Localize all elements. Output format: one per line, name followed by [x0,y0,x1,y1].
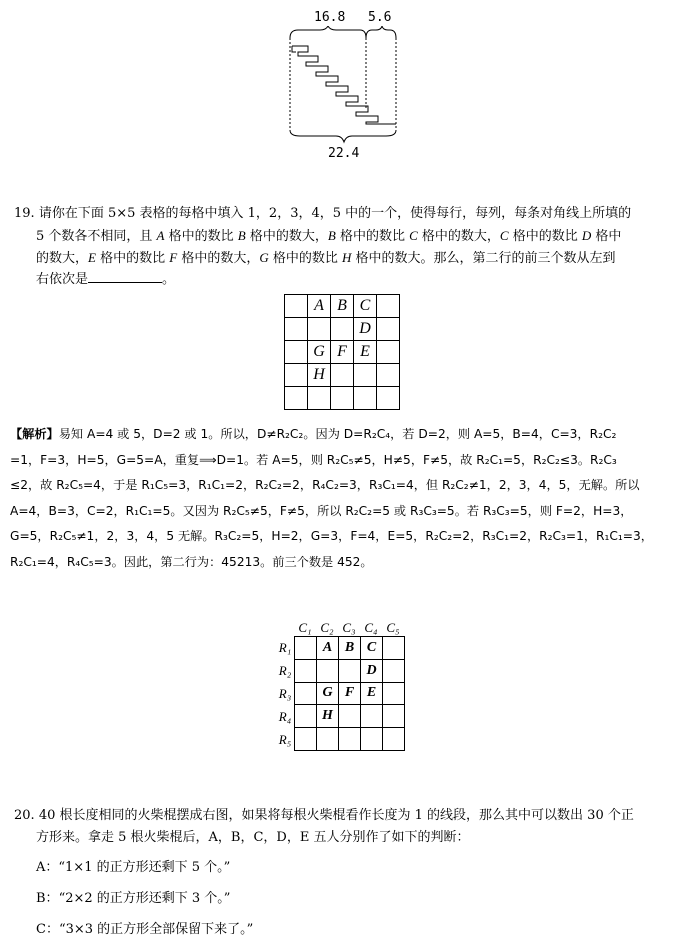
grid-cell [295,728,317,751]
grid-cell [317,728,339,751]
grid-cell: A [317,637,339,660]
column-header: C₂ [320,620,334,635]
grid-cell [285,364,308,387]
q19-grid [284,294,400,410]
answer-blank[interactable] [88,270,162,283]
q19-line-3 [36,247,676,270]
grid-cell [308,387,331,410]
q19-line-2 [36,225,676,248]
grid-cell: H [308,364,331,387]
q19-text: 格中的数比 [335,229,410,244]
grid-cell [285,318,308,341]
q20-line-1 [14,805,676,827]
grid-cell: G [308,341,331,364]
grid-row [285,341,400,364]
grid-cell: F [331,341,354,364]
grid-cell [295,705,317,728]
grid-row [285,364,400,387]
q19-var: E [88,250,96,265]
q19-text: 。 [162,272,176,287]
row-header: R₃ [278,686,292,701]
grid-row [295,682,405,705]
grid-cell [285,341,308,364]
q19-var: G [259,250,269,265]
solution-line-5: G=5，R₂C₅≠1，2，3，4，5 无解。R₃C₂=5，H=2，G=3，F=4，E=5，R₂C₂=2，R₃C₁=2，R₂C₃=1，R₁C₁=3， [10,529,653,543]
grid-cell [339,659,361,682]
q19-text: 格中的数比 [268,251,342,266]
q20-option-b [36,887,230,906]
grid-cell [383,705,405,728]
q19-text: 格中的数大， [177,251,260,266]
q19-var: B [237,228,246,243]
grid-cell [339,705,361,728]
grid-cell [361,728,383,751]
figure-label-5-6: 5.6 [368,10,392,25]
grid-cell [285,387,308,410]
grid-cell: D [361,659,383,682]
solution-line-4: A=4，B=3，C=2，R₁C₁=5。又因为 R₂C₅≠5，F≠5，所以 R₂C₂=5 或 R₃C₃=5。若 R₃C₃=5，则 F=2，H=3， [10,503,633,518]
grid-cell: B [331,295,354,318]
q20-option-a [36,856,230,875]
grid-cell [361,705,383,728]
q19-var: C [409,228,418,243]
grid-cell [331,318,354,341]
q19-var: H [341,250,352,265]
grid-row [285,318,400,341]
figure-label-16-8: 16.8 [314,10,346,25]
grid-cell [354,364,377,387]
staircase-figure [282,26,402,144]
grid-cell: E [361,682,383,705]
q19-var: C [499,228,509,243]
q19-line-1 [14,203,676,225]
grid-cell [317,659,339,682]
q19-text: 5 个数各不相同，且 [36,229,157,244]
column-header: C₅ [386,620,400,635]
option-text: “2×2 的正方形还剩下 3 个。” [58,891,231,906]
q19-text-1: 请你在下面 5×5 表格的每格中填入 1，2，3，4，5 中的一个，使得每行，每列，每条对角线上所填的 [38,206,632,221]
grid-cell: C [354,295,377,318]
solution-grid [294,636,405,751]
grid-cell [377,318,400,341]
figure-label-22-4: 22.4 [328,146,360,161]
grid-cell [377,364,400,387]
grid-cell [331,387,354,410]
q19-text: 格中的数比 [95,251,170,266]
grid-cell: E [354,341,377,364]
q19-text: 格中的数比 [508,229,582,244]
row-header: R₅ [278,732,292,747]
grid-cell [308,318,331,341]
column-headers [294,620,405,636]
grid-row [295,728,405,751]
option-label: C： [36,922,59,937]
q19-text: 格中的数大， [417,229,500,244]
q19-text: 的数大， [36,251,89,266]
solution-line-2: =1，F=3，H=5，G=5=A，重复⟹D=1。若 A=5，则 R₂C₅≠5，H≠5，F≠5，故 R₂C₁=5，R₂C₂≤3。R₂C₃ [10,452,617,467]
option-text: “1×1 的正方形还剩下 5 个。” [58,860,231,875]
grid-cell: G [317,682,339,705]
q19-line-4 [36,269,676,291]
column-header: C₁ [298,620,312,635]
grid-cell: F [339,682,361,705]
grid-cell: B [339,637,361,660]
grid-cell: A [308,295,331,318]
q19-var: D [581,228,592,243]
row-headers [276,636,294,751]
q19-number: 19. [14,206,35,221]
solution-line-6: R₂C₁=4，R₄C₅=3。因此，第二行为：45213。前三个数是 452。 [10,554,373,569]
grid-cell [339,728,361,751]
grid-row [295,705,405,728]
grid-cell [377,341,400,364]
q20-line-2: 方形来。拿走 5 根火柴棍后，A，B，C，D，E 五人分别作了如下的判断： [36,830,470,845]
grid-cell [383,728,405,751]
option-text: “3×3 的正方形全部保留下来了。” [58,922,254,937]
q19-var: B [327,228,336,243]
grid-cell [377,295,400,318]
solution-line-3: ≤2，故 R₂C₅=4，于是 R₁C₅=3，R₁C₁=2，R₂C₂=2，R₄C₂=3，R₃C₁=4，但 R₂C₂≠1，2，3，4，5，无解。所以 [10,478,640,492]
solution-grid-wrap [276,620,405,751]
grid-cell [383,659,405,682]
option-label: A： [36,860,59,875]
q19-text: 格中的数比 [164,229,238,244]
q19-var: A [156,228,165,243]
column-header: C₃ [342,620,356,635]
solution-text: 易知 A=4 或 5，D=2 或 1。所以，D≠R₂C₂。因为 D=R₂C₄，若 D=2，则 A=5，B=4，C=3，R₂C₂ [58,427,617,441]
grid-row [285,387,400,410]
grid-row [295,637,405,660]
q19-var: F [169,250,178,265]
grid-cell: C [361,637,383,660]
option-label: B： [36,891,59,906]
q20-text-1: 40 根长度相同的火柴棍摆成右图，如果将每根火柴棍看作长度为 1 的线段，那么其中可以数出 30 个正 [38,808,634,823]
row-header: R₂ [278,663,292,678]
grid-cell [295,682,317,705]
grid-cell [377,387,400,410]
grid-cell: D [354,318,377,341]
grid-cell [285,295,308,318]
row-header: R₁ [278,640,292,655]
q19-text: 格中 [591,229,622,244]
grid-cell [383,682,405,705]
column-header: C₄ [364,620,378,635]
grid-cell: H [317,705,339,728]
q19-text: 格中的数大。那么，第二行的前三个数从左到 [351,251,616,266]
grid-cell [354,387,377,410]
solution-bracket: 【解析】 [10,427,59,441]
q19-text: 右依次是 [36,272,89,287]
grid-cell [331,364,354,387]
q20-option-c [36,918,253,937]
solution-block [10,422,678,575]
grid-row [285,295,400,318]
grid-cell [383,637,405,660]
grid-cell [295,637,317,660]
solution-line-1 [10,422,674,448]
q20-number: 20. [14,808,35,823]
row-header: R₄ [278,709,292,724]
grid-row [295,659,405,682]
q19-text: 格中的数大， [245,229,328,244]
grid-cell [295,659,317,682]
